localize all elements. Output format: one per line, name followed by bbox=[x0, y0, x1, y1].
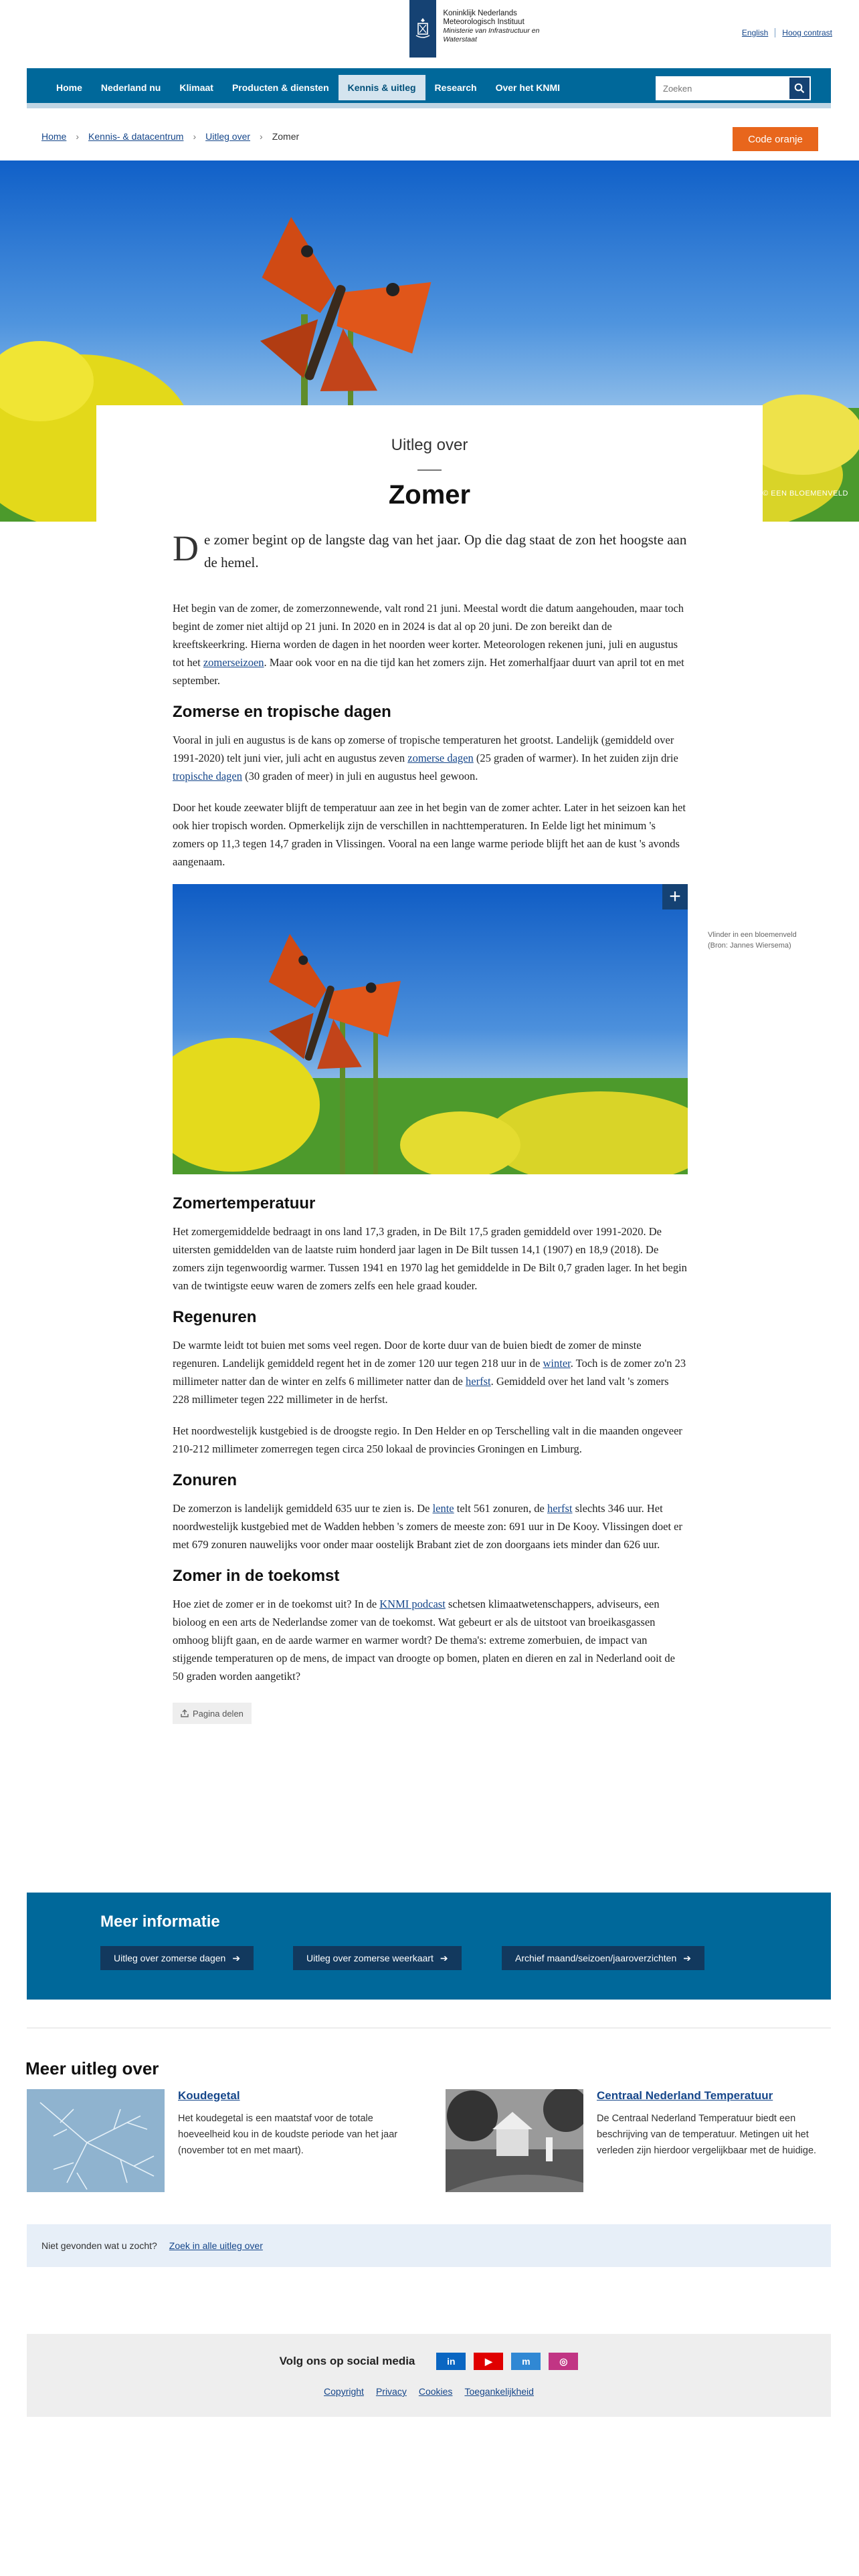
breadcrumb bbox=[41, 131, 299, 142]
nav-item-research[interactable]: Research bbox=[434, 82, 477, 93]
link-tropische-dagen[interactable]: tropische dagen bbox=[173, 770, 243, 782]
logo-line-3: Ministerie van Infrastructuur en Waterstaat bbox=[443, 27, 540, 43]
breadcrumb-kennis[interactable]: Kennis- & datacentrum bbox=[88, 131, 184, 142]
high-contrast-link[interactable]: Hoog contrast bbox=[782, 28, 832, 37]
logo-line-2: Meteorologisch Instituut bbox=[443, 18, 524, 26]
hero-credit: © EEN BLOEMENVELD bbox=[763, 490, 848, 498]
crest-icon bbox=[409, 0, 436, 58]
title-divider bbox=[417, 469, 442, 471]
card-title-koudegetal[interactable]: Koudegetal bbox=[178, 2089, 240, 2102]
paragraph-zon: De zomerzon is landelijk gemiddeld 635 uur te zien is. De lente telt 561 zonuren, de herfst slechts 346 uur. Het noordwestelijk kustgebied met de Wadden hebben 's zomers de meeste zon: 691 uur in De Kooy. Vlissingen doet er met 679 zonuren nauwelijks voor onder maar oostelijk Brabant ziet de zon doorgaans iets minder dan 626 uur. bbox=[173, 1502, 682, 1551]
article-figure[interactable] bbox=[173, 884, 688, 1174]
more-info-button-zomerse-dagen[interactable]: Uitleg over zomerse dagen ➔ bbox=[100, 1946, 254, 1970]
nav-item-klimaat[interactable]: Klimaat bbox=[179, 82, 213, 93]
breadcrumb-uitleg[interactable]: Uitleg over bbox=[205, 131, 251, 142]
nav-item-kennis[interactable]: Kennis & uitleg bbox=[339, 75, 425, 100]
footer-link-toegankelijkheid[interactable]: Toegankelijkheid bbox=[464, 2386, 534, 2397]
more-info-section bbox=[27, 1893, 831, 2000]
heading-zon: Zonuren bbox=[173, 1471, 237, 1489]
code-oranje-button[interactable]: Code oranje bbox=[733, 127, 818, 151]
not-found-text: Niet gevonden wat u zocht? bbox=[41, 2240, 157, 2251]
card-text-koudegetal: Het koudegetal is een maatstaf voor de totale hoeveelheid kou in de koudste periode van het jaar (november tot en met maart). bbox=[178, 2113, 398, 2156]
chevron-right-icon: › bbox=[193, 131, 197, 142]
title-kicker: Uitleg over bbox=[391, 436, 468, 454]
lead-paragraph: De zomer begint op de langste dag van het jaar. Op die dag staat de zon het hoogste aan de hemel. bbox=[173, 528, 687, 570]
footer-link-privacy[interactable]: Privacy bbox=[375, 2386, 407, 2397]
search-icon bbox=[794, 83, 805, 94]
paragraph-zeewater: Door het koude zeewater blijft de temperatuur aan zee in het begin van de zomer achter. Later in het seizoen kan het ook hier tropisch worden. Opmerkelijk zijn de verschillen in nachttemperaturen. In Eelde ligt het minimum 's zomers op 11,3 tegen 14,7 graden in Vlissingen. Vooral na een lange warme periode blijft het aan de kust 's avonds aangenaam. bbox=[173, 801, 686, 868]
link-herfst[interactable]: herfst bbox=[466, 1375, 491, 1388]
share-button[interactable] bbox=[173, 1703, 252, 1724]
drop-cap: D bbox=[173, 528, 199, 568]
heading-tropisch: Zomerse en tropische dagen bbox=[173, 703, 391, 721]
link-herfst-2[interactable]: herfst bbox=[547, 1502, 573, 1515]
paragraph-temperatuur: Het zomergemiddelde bedraagt in ons land 17,3 graden, in De Bilt 17,5 graden gemiddeld over 1991-2020. De uitersten gemiddelden van de laatste ruim honderd jaar lagen in De Bilt tussen 14,1 (1907) en 18,9 (2018). De zomers zijn tegenwoordig warmer. Tussen 1941 en 1970 lag het gemiddelde in De Bilt 0,7 graden lager. In het begin van de twintigste eeuw waren de zomers zelfs een hele graad kouder. bbox=[173, 1225, 687, 1292]
youtube-icon[interactable]: ▶ bbox=[474, 2353, 503, 2370]
breadcrumb-current: Zomer bbox=[272, 131, 300, 142]
chevron-right-icon: › bbox=[260, 131, 263, 142]
card-koudegetal[interactable] bbox=[27, 2089, 415, 2195]
logo-line-1: Koninklijk Nederlands bbox=[443, 9, 517, 17]
search-all-link[interactable]: Zoek in alle uitleg over bbox=[169, 2240, 263, 2251]
footer bbox=[27, 2334, 831, 2417]
social-label: Volg ons op social media bbox=[279, 2355, 415, 2367]
link-zomerseizoen[interactable]: zomerseizoen bbox=[203, 656, 264, 669]
nav-item-home[interactable]: Home bbox=[56, 82, 82, 93]
more-info-button-weerkaart[interactable]: Uitleg over zomerse weerkaart ➔ bbox=[293, 1946, 462, 1970]
nav-item-producten[interactable]: Producten & diensten bbox=[231, 82, 329, 93]
paragraph-intro: Het begin van de zomer, de zomerzonnewende, valt rond 21 juni. Meestal wordt die datum aangehouden, maar toch begint de zomer niet altijd op 21 juni. In 2020 en in 2024 is dat al op 20 juni. De zon bereikt dan de kreeftskeerkring. Hierna worden de dagen in het noorden weer korter. Meteorologen rekenen juni, juli en augustus tot het zomerseizoen. Maar ook voor en na die tijd kan het zomers zijn. Het zomerhalfjaar duurt van april tot en met september. bbox=[173, 602, 684, 687]
heading-temperatuur: Zomertemperatuur bbox=[173, 1194, 316, 1212]
page-title: Zomer bbox=[388, 480, 471, 510]
more-info-title: Meer informatie bbox=[100, 1913, 220, 1931]
meer-uitleg-title: Meer uitleg over bbox=[25, 2058, 159, 2078]
search-box bbox=[656, 76, 811, 100]
title-card bbox=[96, 405, 763, 526]
main-nav bbox=[27, 68, 831, 108]
arrow-right-icon: ➔ bbox=[232, 1952, 241, 1963]
paragraph-kust: Het noordwestelijk kustgebied is de droogste regio. In Den Helder en op Terschelling valt in die maanden ongeveer 210-212 millimeter zomerregen tegen circa 250 lokaal de provincies Groningen en Limburg. bbox=[173, 1424, 682, 1455]
card-thumbnail bbox=[27, 2089, 165, 2192]
arrow-right-icon: ➔ bbox=[440, 1952, 448, 1963]
share-label: Pagina delen bbox=[193, 1708, 244, 1719]
card-text-cnt: De Centraal Nederland Temperatuur biedt een beschrijving van de temperatuur. Metingen uit het verleden zijn hierdoor vergelijkbaar met de huidige. bbox=[597, 2113, 817, 2156]
linkedin-icon[interactable]: in bbox=[436, 2353, 466, 2370]
nav-item-nederland-nu[interactable]: Nederland nu bbox=[100, 82, 161, 93]
link-winter[interactable]: winter bbox=[543, 1357, 571, 1370]
card-thumbnail bbox=[446, 2089, 583, 2192]
more-info-button-archief[interactable]: Archief maand/seizoen/jaaroverzichten ➔ bbox=[502, 1946, 704, 1970]
card-cnt[interactable] bbox=[446, 2089, 834, 2195]
breadcrumb-home[interactable]: Home bbox=[41, 131, 67, 142]
search-input[interactable] bbox=[656, 76, 788, 100]
share-icon bbox=[181, 1709, 189, 1717]
not-found-banner bbox=[27, 2224, 831, 2267]
heading-toekomst: Zomer in de toekomst bbox=[173, 1567, 340, 1585]
footer-link-cookies[interactable]: Cookies bbox=[418, 2386, 453, 2397]
link-lente[interactable]: lente bbox=[432, 1502, 454, 1515]
english-link[interactable]: English bbox=[741, 28, 769, 37]
figure-caption: Vlinder in een bloemenveld (Bron: Jannes Wiersema) bbox=[708, 931, 797, 950]
footer-link-copyright[interactable]: Copyright bbox=[324, 2386, 364, 2397]
paragraph-regen: De warmte leidt tot buien met soms veel regen. Door de korte duur van de buien biedt de zomer de minste regenuren. Landelijk gemiddeld regent het in de zomer 120 uur tegen 218 uur in de winter. Toch is de zomer zo'n 23 millimeter natter dan de winter en zelfs 6 millimeter natter dan de herfst. Gemiddeld over het land valt 's zomers 228 millimeter tegen 222 millimeter in de herfst. bbox=[173, 1339, 686, 1406]
paragraph-toekomst: Hoe ziet de zomer er in de toekomst uit? In de KNMI podcast schetsen klimaatwetenschappers, adviseurs, een bioloog en een arts de Nederlandse zomer van de toekomst. Wat gebeurt er als de uitstoot van broeikasgassen omhoog blijft gaan, en de aarde warmer en warmer wordt? De thema's: extreme zomerbuien, de impact van stijgende temperaturen op de mens, de impact van droogte op bomen, platen en dieren en zal in Nederland ooit de 50 graden worden aangetikt? bbox=[173, 1598, 675, 1683]
chevron-right-icon: › bbox=[76, 131, 80, 142]
knmi-logo[interactable] bbox=[409, 0, 570, 58]
instagram-icon[interactable]: ◎ bbox=[549, 2353, 578, 2370]
site-header bbox=[0, 0, 859, 67]
arrow-right-icon: ➔ bbox=[683, 1952, 691, 1963]
link-podcast[interactable]: KNMI podcast bbox=[379, 1598, 446, 1610]
article bbox=[173, 528, 688, 1724]
heading-regen: Regenuren bbox=[173, 1308, 257, 1326]
expand-image-button[interactable]: + bbox=[662, 884, 688, 909]
mastodon-icon[interactable]: m bbox=[511, 2353, 541, 2370]
search-button[interactable] bbox=[788, 76, 811, 100]
paragraph-tropisch: Vooral in juli en augustus is de kans op zomerse of tropische temperaturen het grootst. Landelijk (gemiddeld over 1991-2020) telt juni vier, juli acht en augustus zeven zomerse dagen (25 graden of warmer). In het zuiden zijn drie tropische dagen (30 graden of meer) in juli en augustus heel gewoon. bbox=[173, 734, 678, 782]
nav-item-over[interactable]: Over het KNMI bbox=[495, 82, 561, 93]
link-zomerse-dagen[interactable]: zomerse dagen bbox=[407, 752, 474, 764]
card-title-cnt[interactable]: Centraal Nederland Temperatuur bbox=[597, 2089, 773, 2102]
